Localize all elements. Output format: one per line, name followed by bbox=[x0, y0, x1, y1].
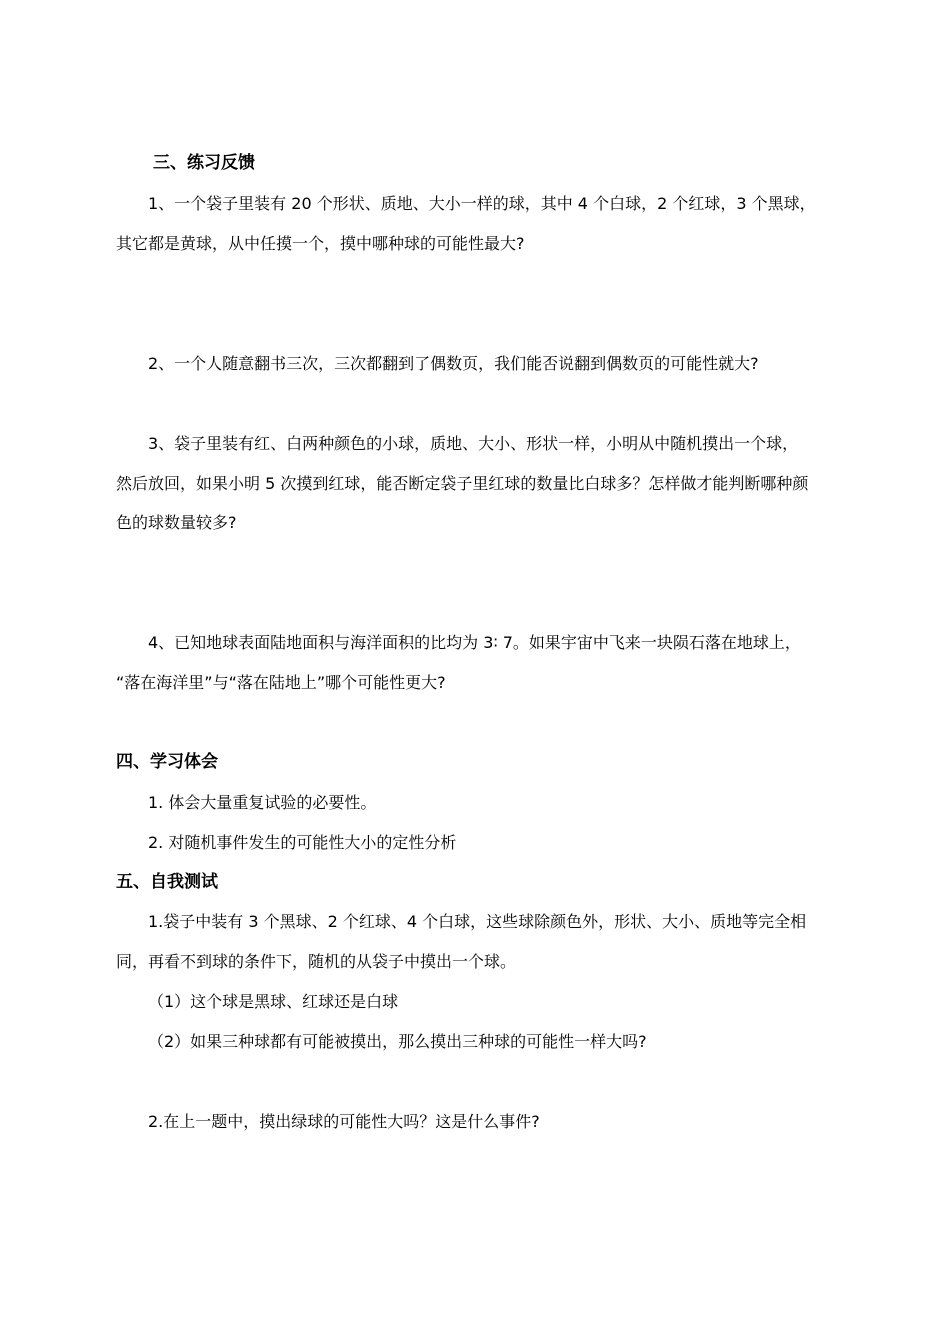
section3-q1-line1: 1、一个袋子里装有 20 个形状、质地、大小一样的球，其中 4 个白球，2 个红球，3 个黑球， bbox=[148, 194, 816, 213]
section4-heading: 四、学习体会 bbox=[116, 752, 218, 772]
section5-q1-line2: 同，再看不到球的条件下，随机的从袋子中摸出一个球。 bbox=[116, 952, 517, 971]
section5-q1-line1: 1.袋子中装有 3 个黑球、2 个红球、4 个白球，这些球除颜色外，形状、大小、质地等完全相 bbox=[148, 912, 807, 931]
section4-item2: 2. 对随机事件发生的可能性大小的定性分析 bbox=[148, 833, 457, 852]
section3-q3-line1: 3、袋子里装有红、白两种颜色的小球，质地、大小、形状一样，小明从中随机摸出一个球， bbox=[148, 434, 799, 453]
section3-q2-line1: 2、一个人随意翻书三次，三次都翻到了偶数页，我们能否说翻到偶数页的可能性就大? bbox=[148, 354, 759, 373]
section3-q4-line2: “落在海洋里”与“落在陆地上”哪个可能性更大? bbox=[116, 673, 446, 692]
section3-q3-line3: 色的球数量较多? bbox=[116, 513, 237, 532]
section3-q1-line2: 其它都是黄球，从中任摸一个，摸中哪种球的可能性最大? bbox=[116, 234, 525, 253]
section5-q1-sub1: （1）这个球是黑球、红球还是白球 bbox=[148, 992, 399, 1011]
section4-item1: 1. 体会大量重复试验的必要性。 bbox=[148, 793, 377, 812]
section3-q3-line2: 然后放回，如果小明 5 次摸到红球，能否断定袋子里红球的数量比白球多？怎样做才能判断哪种颜 bbox=[116, 474, 809, 493]
section3-heading: 三、练习反馈 bbox=[153, 153, 255, 173]
section5-q1-sub2: （2）如果三种球都有可能被摸出，那么摸出三种球的可能性一样大吗? bbox=[148, 1032, 647, 1051]
section5-q2-line1: 2.在上一题中，摸出绿球的可能性大吗？这是什么事件? bbox=[148, 1112, 540, 1131]
section3-q4-line1: 4、已知地球表面陆地面积与海洋面积的比均为 3∶ 7。如果宇宙中飞来一块陨石落在地球上， bbox=[148, 633, 801, 652]
section5-heading: 五、自我测试 bbox=[116, 872, 218, 892]
